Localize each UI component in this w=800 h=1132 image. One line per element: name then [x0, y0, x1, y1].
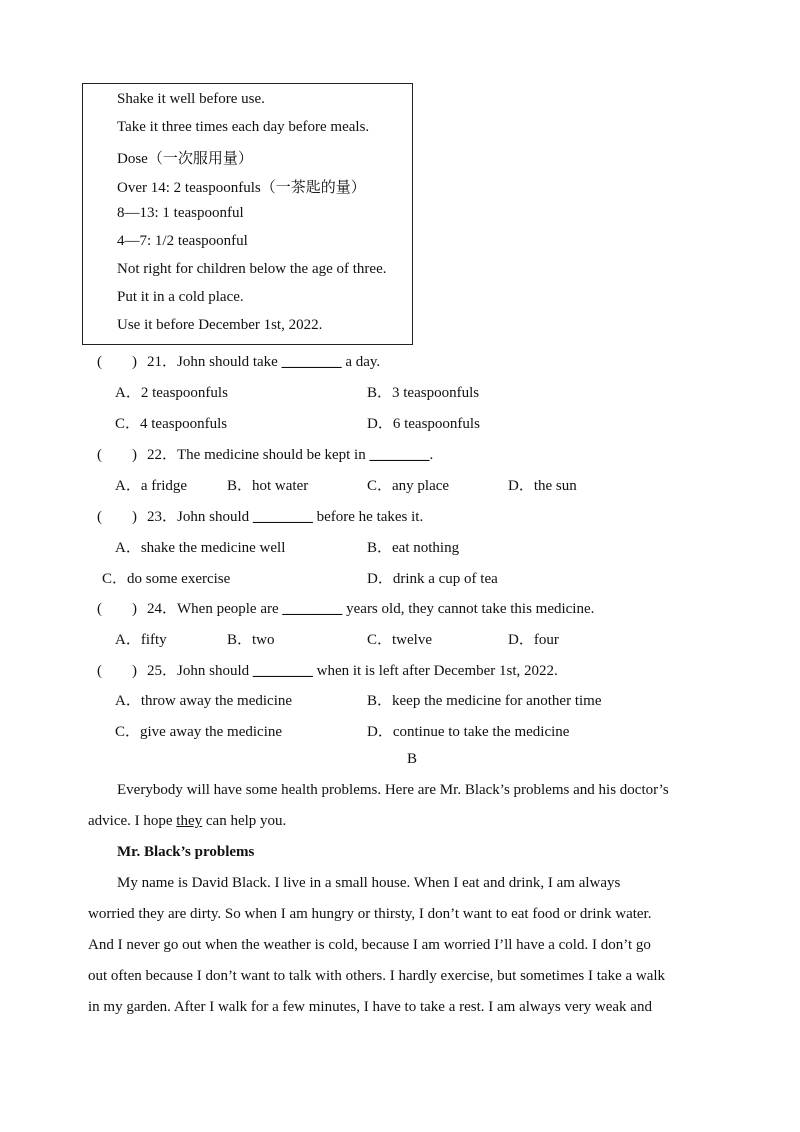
section-title: B [407, 751, 418, 767]
option-d: D．6 teaspoonfuls [367, 416, 480, 432]
answer-blank: ________ [252, 663, 313, 679]
question-stem: When people are [177, 601, 283, 617]
option-b: B．3 teaspoonfuls [367, 385, 480, 401]
answer-parentheses: ( ) [97, 663, 137, 679]
question-stem: John should [177, 509, 253, 525]
notice-line: 8—13: 1 teaspoonful [117, 205, 244, 221]
question-stem: John should take [177, 354, 282, 370]
answer-parentheses: ( ) [97, 447, 137, 463]
intro-line: Everybody will have some health problems. Here are Mr. Black’s problems and his doctor’s [117, 782, 669, 798]
answer-blank: ________ [252, 509, 313, 525]
body-line: worried they are dirty. So when I am hungry or thirsty, I don’t want to eat food or drink water. [88, 906, 652, 922]
question-stem-end: . [429, 447, 434, 463]
body-line: out often because I don’t want to talk with others. I hardly exercise, but sometimes I take a walk [88, 968, 666, 984]
question-stem: The medicine should be kept in [177, 447, 370, 463]
question-25 [97, 659, 558, 680]
medicine-instructions-box [82, 83, 413, 345]
option-a: A．fifty [115, 632, 167, 648]
answer-blank: ________ [281, 354, 342, 370]
intro-text-end: can help you. [202, 813, 287, 829]
option-a: A．2 teaspoonfuls [115, 385, 228, 401]
answer-blank: ________ [369, 447, 430, 463]
option-c: C．any place [367, 478, 450, 494]
intro-line [88, 806, 712, 837]
question-21 [97, 350, 380, 371]
option-a: A．a fridge [115, 478, 188, 494]
notice-line: 4—7: 1/2 teaspoonful [117, 233, 248, 249]
body-line: My name is David Black. I live in a small house. When I eat and drink, I am always [117, 875, 621, 891]
question-number: 25． [147, 663, 178, 679]
notice-line: Shake it well before use. [117, 91, 265, 107]
option-c: C．give away the medicine [115, 724, 283, 740]
notice-line: Not right for children below the age of three. [117, 261, 387, 277]
question-number: 21． [147, 354, 178, 370]
answer-parentheses: ( ) [97, 509, 137, 525]
question-stem: John should [177, 663, 253, 679]
notice-line: Take it three times each day before meals. [117, 119, 370, 135]
option-c: C．do some exercise [102, 571, 231, 587]
question-number: 24． [147, 601, 178, 617]
answer-blank: ________ [282, 601, 343, 617]
question-stem-end: years old, they cannot take this medicine. [342, 601, 595, 617]
question-stem-end: a day. [341, 354, 381, 370]
answer-parentheses: ( ) [97, 601, 137, 617]
notice-line: Put it in a cold place. [117, 289, 244, 305]
body-line: And I never go out when the weather is cold, because I am worried I’ll have a cold. I don’t go [88, 937, 651, 953]
option-b: B．two [227, 632, 275, 648]
body-line: in my garden. After I walk for a few minutes, I have to take a rest. I am always very weak and [88, 999, 652, 1015]
option-d: D．continue to take the medicine [367, 724, 570, 740]
question-24 [97, 597, 594, 618]
notice-line: Use it before December 1st, 2022. [117, 317, 323, 333]
option-b: B．hot water [227, 478, 309, 494]
intro-text: advice. I hope [88, 813, 177, 829]
option-d: D．the sun [508, 478, 577, 494]
question-number: 22． [147, 447, 178, 463]
option-c: C．4 teaspoonfuls [115, 416, 228, 432]
question-stem-end: before he takes it. [312, 509, 424, 525]
question-number: 23． [147, 509, 178, 525]
underlined-word: they [176, 813, 203, 829]
answer-parentheses: ( ) [97, 354, 137, 370]
notice-line: Over 14: 2 teaspoonfuls（一茶匙的量） [117, 180, 366, 196]
option-a: A．shake the medicine well [115, 540, 286, 556]
option-c: C．twelve [367, 632, 432, 648]
option-b: B．eat nothing [367, 540, 460, 556]
option-a: A．throw away the medicine [115, 693, 293, 709]
section-heading: Mr. Black’s problems [117, 844, 255, 860]
notice-line: Dose（一次服用量） [117, 151, 253, 167]
option-b: B．keep the medicine for another time [367, 693, 602, 709]
option-d: D．four [508, 632, 559, 648]
question-stem-end: when it is left after December 1st, 2022. [312, 663, 558, 679]
question-23 [97, 505, 423, 526]
option-d: D．drink a cup of tea [367, 571, 498, 587]
question-22 [97, 443, 433, 464]
intro-paragraph [88, 775, 712, 1023]
